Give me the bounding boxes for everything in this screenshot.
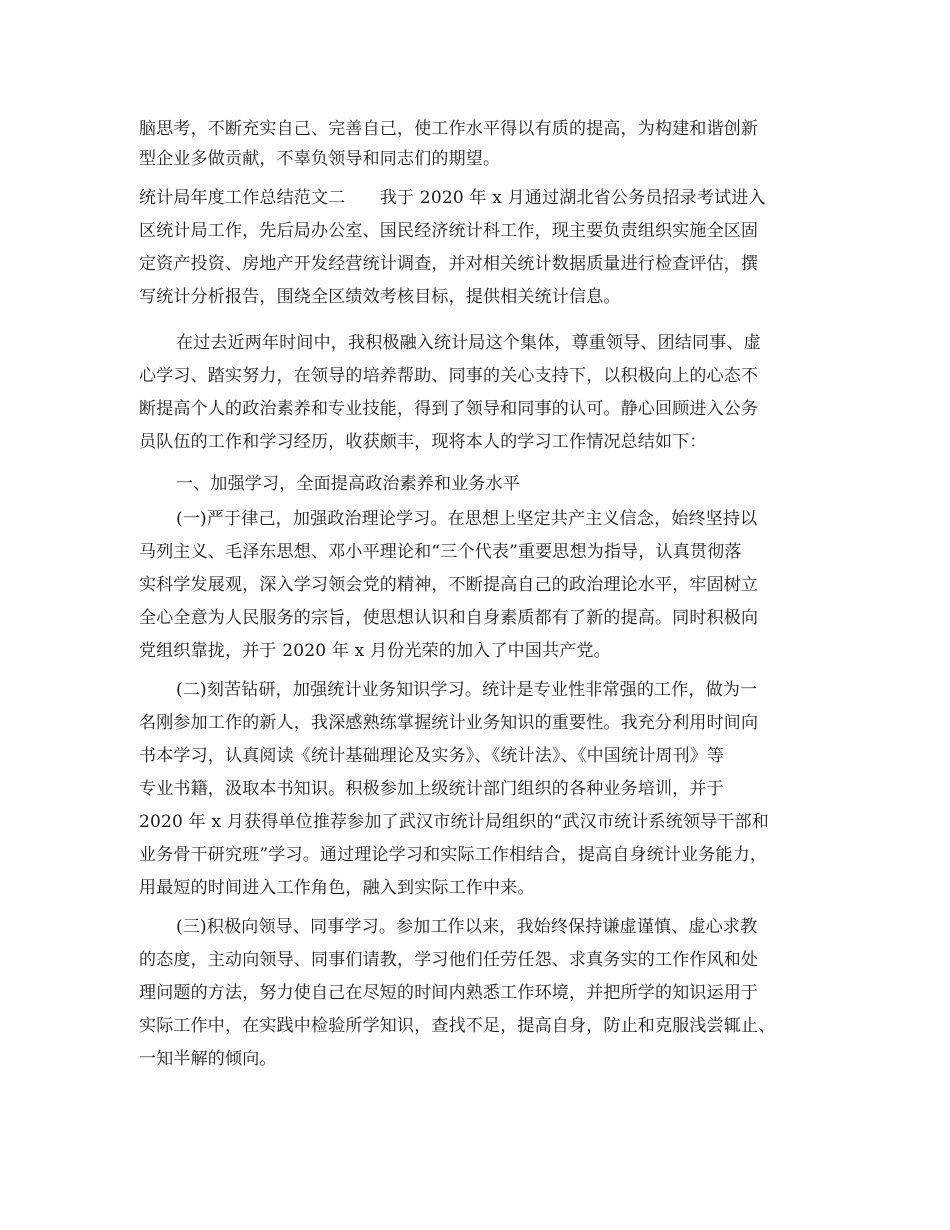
- text-line: (二)刻苦钻研，加强统计业务知识学习。统计是专业性非常强的工作，做为一: [176, 680, 758, 700]
- text-line: 在过去近两年时间中，我积极融入统计局这个集体，尊重领导、团结同事、虚: [176, 333, 761, 353]
- text-line: 定资产投资、房地产开发经营统计调查，并对相关统计数据质量进行检查评估，撰: [139, 254, 759, 274]
- text-line: (一)严于律己，加强政治理论学习。在思想上坚定共产主义信念，始终坚持以: [176, 509, 758, 529]
- text-line: 党组织靠拢，并于 2020 年 x 月份光荣的加入了中国共产党。: [139, 641, 611, 661]
- text-line: 区统计局工作，先后局办公室、国民经济统计科工作，现主要负责组织实施全区固: [139, 221, 759, 241]
- text-line: 理问题的方法，努力使自己在尽短的时间内熟悉工作环境，并把所学的知识运用于: [139, 983, 759, 1003]
- text-line: 业务骨干研究班”学习。通过理论学习和实际工作相结合，提高自身统计业务能力，: [139, 845, 768, 865]
- text-line: 2020 年 x 月获得单位推荐参加了武汉市统计局组织的“武汉市统计系统领导干部和: [139, 812, 769, 832]
- text-line: 名刚参加工作的新人，我深感熟练掌握统计业务知识的重要性。我充分利用时间向: [139, 713, 759, 733]
- text-line: 专业书籍，汲取本书知识。积极参加上级统计部门组织的各种业务培训，并于: [139, 779, 724, 799]
- text-line: 写统计分析报告，围绕全区绩效考核目标，提供相关统计信息。: [139, 287, 621, 307]
- text-line: 统计局年度工作总结范文二 我于 2020 年 x 月通过湖北省公务员招录考试进入: [139, 188, 766, 208]
- text-line: 全心全意为人民服务的宗旨，使思想认识和自身素质都有了新的提高。同时积极向: [139, 608, 759, 628]
- text-line: 实际工作中，在实践中检验所学知识，查找不足，提高自身，防止和克服浅尝辄止、: [139, 1016, 776, 1036]
- text-line: 实科学发展观，深入学习领会党的精神，不断提高自己的政治理论水平，牢固树立: [139, 575, 759, 595]
- text-line: 书本学习，认真阅读《统计基础理论及实务》、《统计法》、《中国统计周刊》等: [139, 746, 725, 766]
- text-line: 一、加强学习，全面提高政治素养和业务水平: [176, 474, 520, 494]
- text-line: 用最短的时间进入工作角色，融入到实际工作中来。: [139, 878, 535, 898]
- text-line: 一知半解的倾向。: [139, 1049, 277, 1069]
- text-line: 员队伍的工作和学习经历，收获颇丰，现将本人的学习工作情况总结如下：: [139, 432, 707, 452]
- text-line: (三)积极向领导、同事学习。参加工作以来，我始终保持谦虚谨慎、虚心求教: [176, 917, 758, 937]
- text-line: 断提高个人的政治素养和专业技能，得到了领导和同事的认可。静心回顾进入公务: [139, 399, 759, 419]
- text-line: 马列主义、毛泽东思想、邓小平理论和“三个代表”重要思想为指导，认真贯彻落: [139, 542, 742, 562]
- text-line: 型企业多做贡献，不辜负领导和同志们的期望。: [139, 149, 501, 169]
- text-line: 心学习、踏实努力，在领导的培养帮助、同事的关心支持下，以积极向上的心态不: [139, 366, 759, 386]
- text-line: 的态度，主动向领导、同事们请教，学习他们任劳任怨、求真务实的工作作风和处: [139, 950, 759, 970]
- text-line: 脑思考，不断充实自己、完善自己，使工作水平得以有质的提高，为构建和谐创新: [139, 119, 759, 139]
